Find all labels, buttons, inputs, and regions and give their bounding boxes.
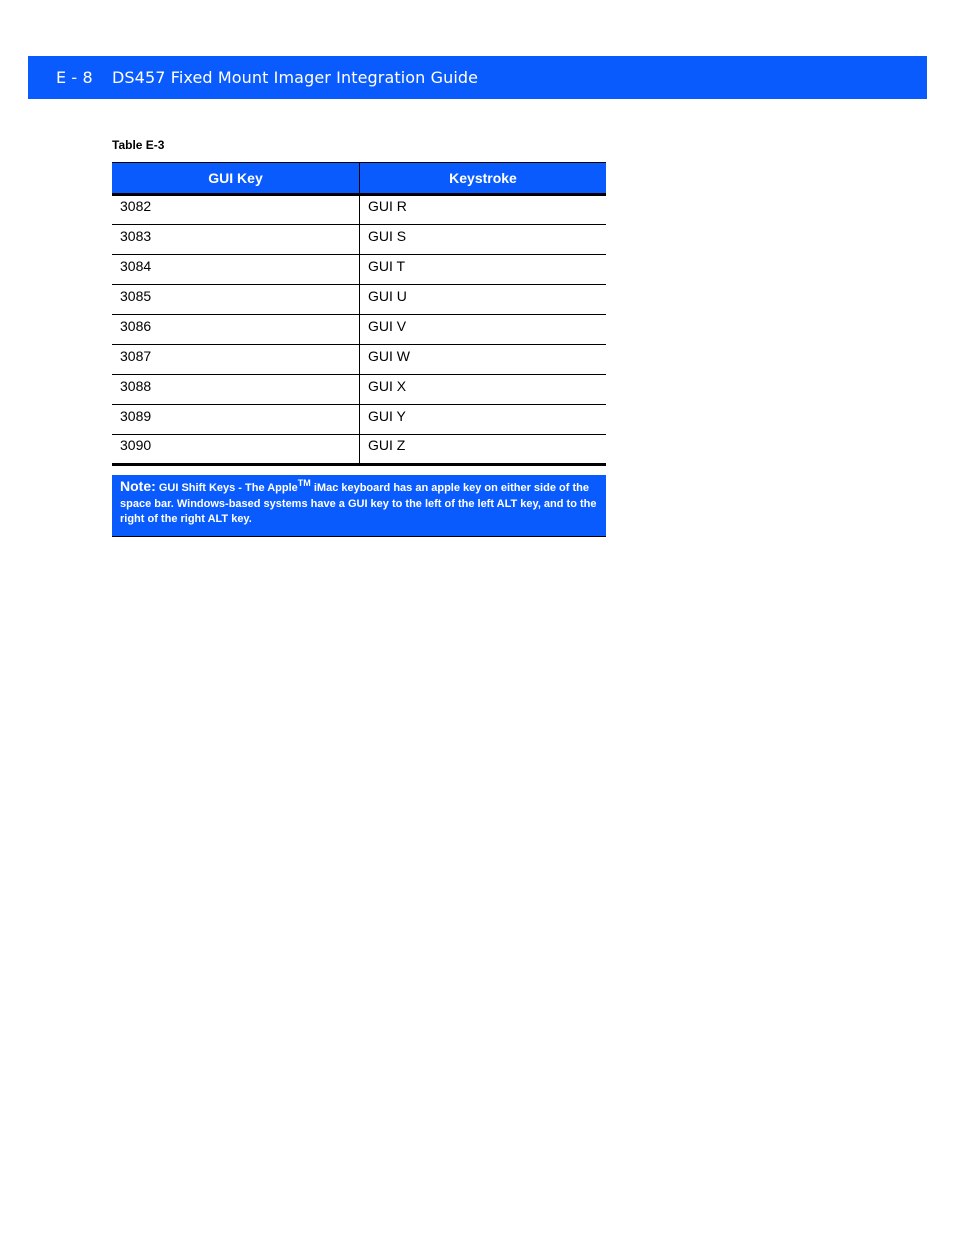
keystroke-cell: GUI U bbox=[360, 285, 607, 315]
keystroke-cell: GUI Z bbox=[360, 435, 607, 465]
gui-key-cell: 3085 bbox=[112, 285, 360, 315]
gui-key-cell: 3089 bbox=[112, 405, 360, 435]
gui-key-cell: 3090 bbox=[112, 435, 360, 465]
gui-key-table bbox=[112, 162, 606, 466]
gui-key-cell: 3087 bbox=[112, 345, 360, 375]
note-box bbox=[112, 475, 606, 537]
keystroke-cell: GUI R bbox=[360, 195, 607, 225]
table-caption: Table E-3 bbox=[112, 138, 165, 152]
note-text-rest: iMac keyboard has an apple key on either side of the space bar. Windows-based systems have a GUI key to the left of the left ALT key, and to the right of the right ALT key. bbox=[120, 482, 597, 525]
table-row bbox=[112, 315, 606, 345]
gui-key-cell: 3088 bbox=[112, 375, 360, 405]
keystroke-cell: GUI Y bbox=[360, 405, 607, 435]
gui-key-cell: 3083 bbox=[112, 225, 360, 255]
gui-key-cell: 3086 bbox=[112, 315, 360, 345]
page-number: E - 8 bbox=[56, 68, 93, 87]
gui-key-cell: 3082 bbox=[112, 195, 360, 225]
keystroke-cell: GUI T bbox=[360, 255, 607, 285]
table-row bbox=[112, 285, 606, 315]
keystroke-cell: GUI X bbox=[360, 375, 607, 405]
note-label: Note: bbox=[120, 478, 156, 494]
note-text-start: GUI Shift Keys - The Apple bbox=[158, 482, 298, 494]
column-header-keystroke: Keystroke bbox=[360, 163, 607, 195]
keystroke-cell: GUI V bbox=[360, 315, 607, 345]
document-title: DS457 Fixed Mount Imager Integration Guide bbox=[112, 68, 479, 87]
table-row bbox=[112, 375, 606, 405]
page-header bbox=[28, 56, 927, 99]
table-row bbox=[112, 435, 606, 465]
keystroke-cell: GUI W bbox=[360, 345, 607, 375]
table-row bbox=[112, 255, 606, 285]
table-row bbox=[112, 195, 606, 225]
table-row bbox=[112, 405, 606, 435]
table-row bbox=[112, 345, 606, 375]
keystroke-cell: GUI S bbox=[360, 225, 607, 255]
note-text bbox=[120, 478, 597, 525]
trademark-symbol: TM bbox=[297, 478, 311, 488]
column-header-gui-key: GUI Key bbox=[112, 163, 360, 195]
table-header-row bbox=[112, 163, 606, 195]
gui-key-cell: 3084 bbox=[112, 255, 360, 285]
table-row bbox=[112, 225, 606, 255]
